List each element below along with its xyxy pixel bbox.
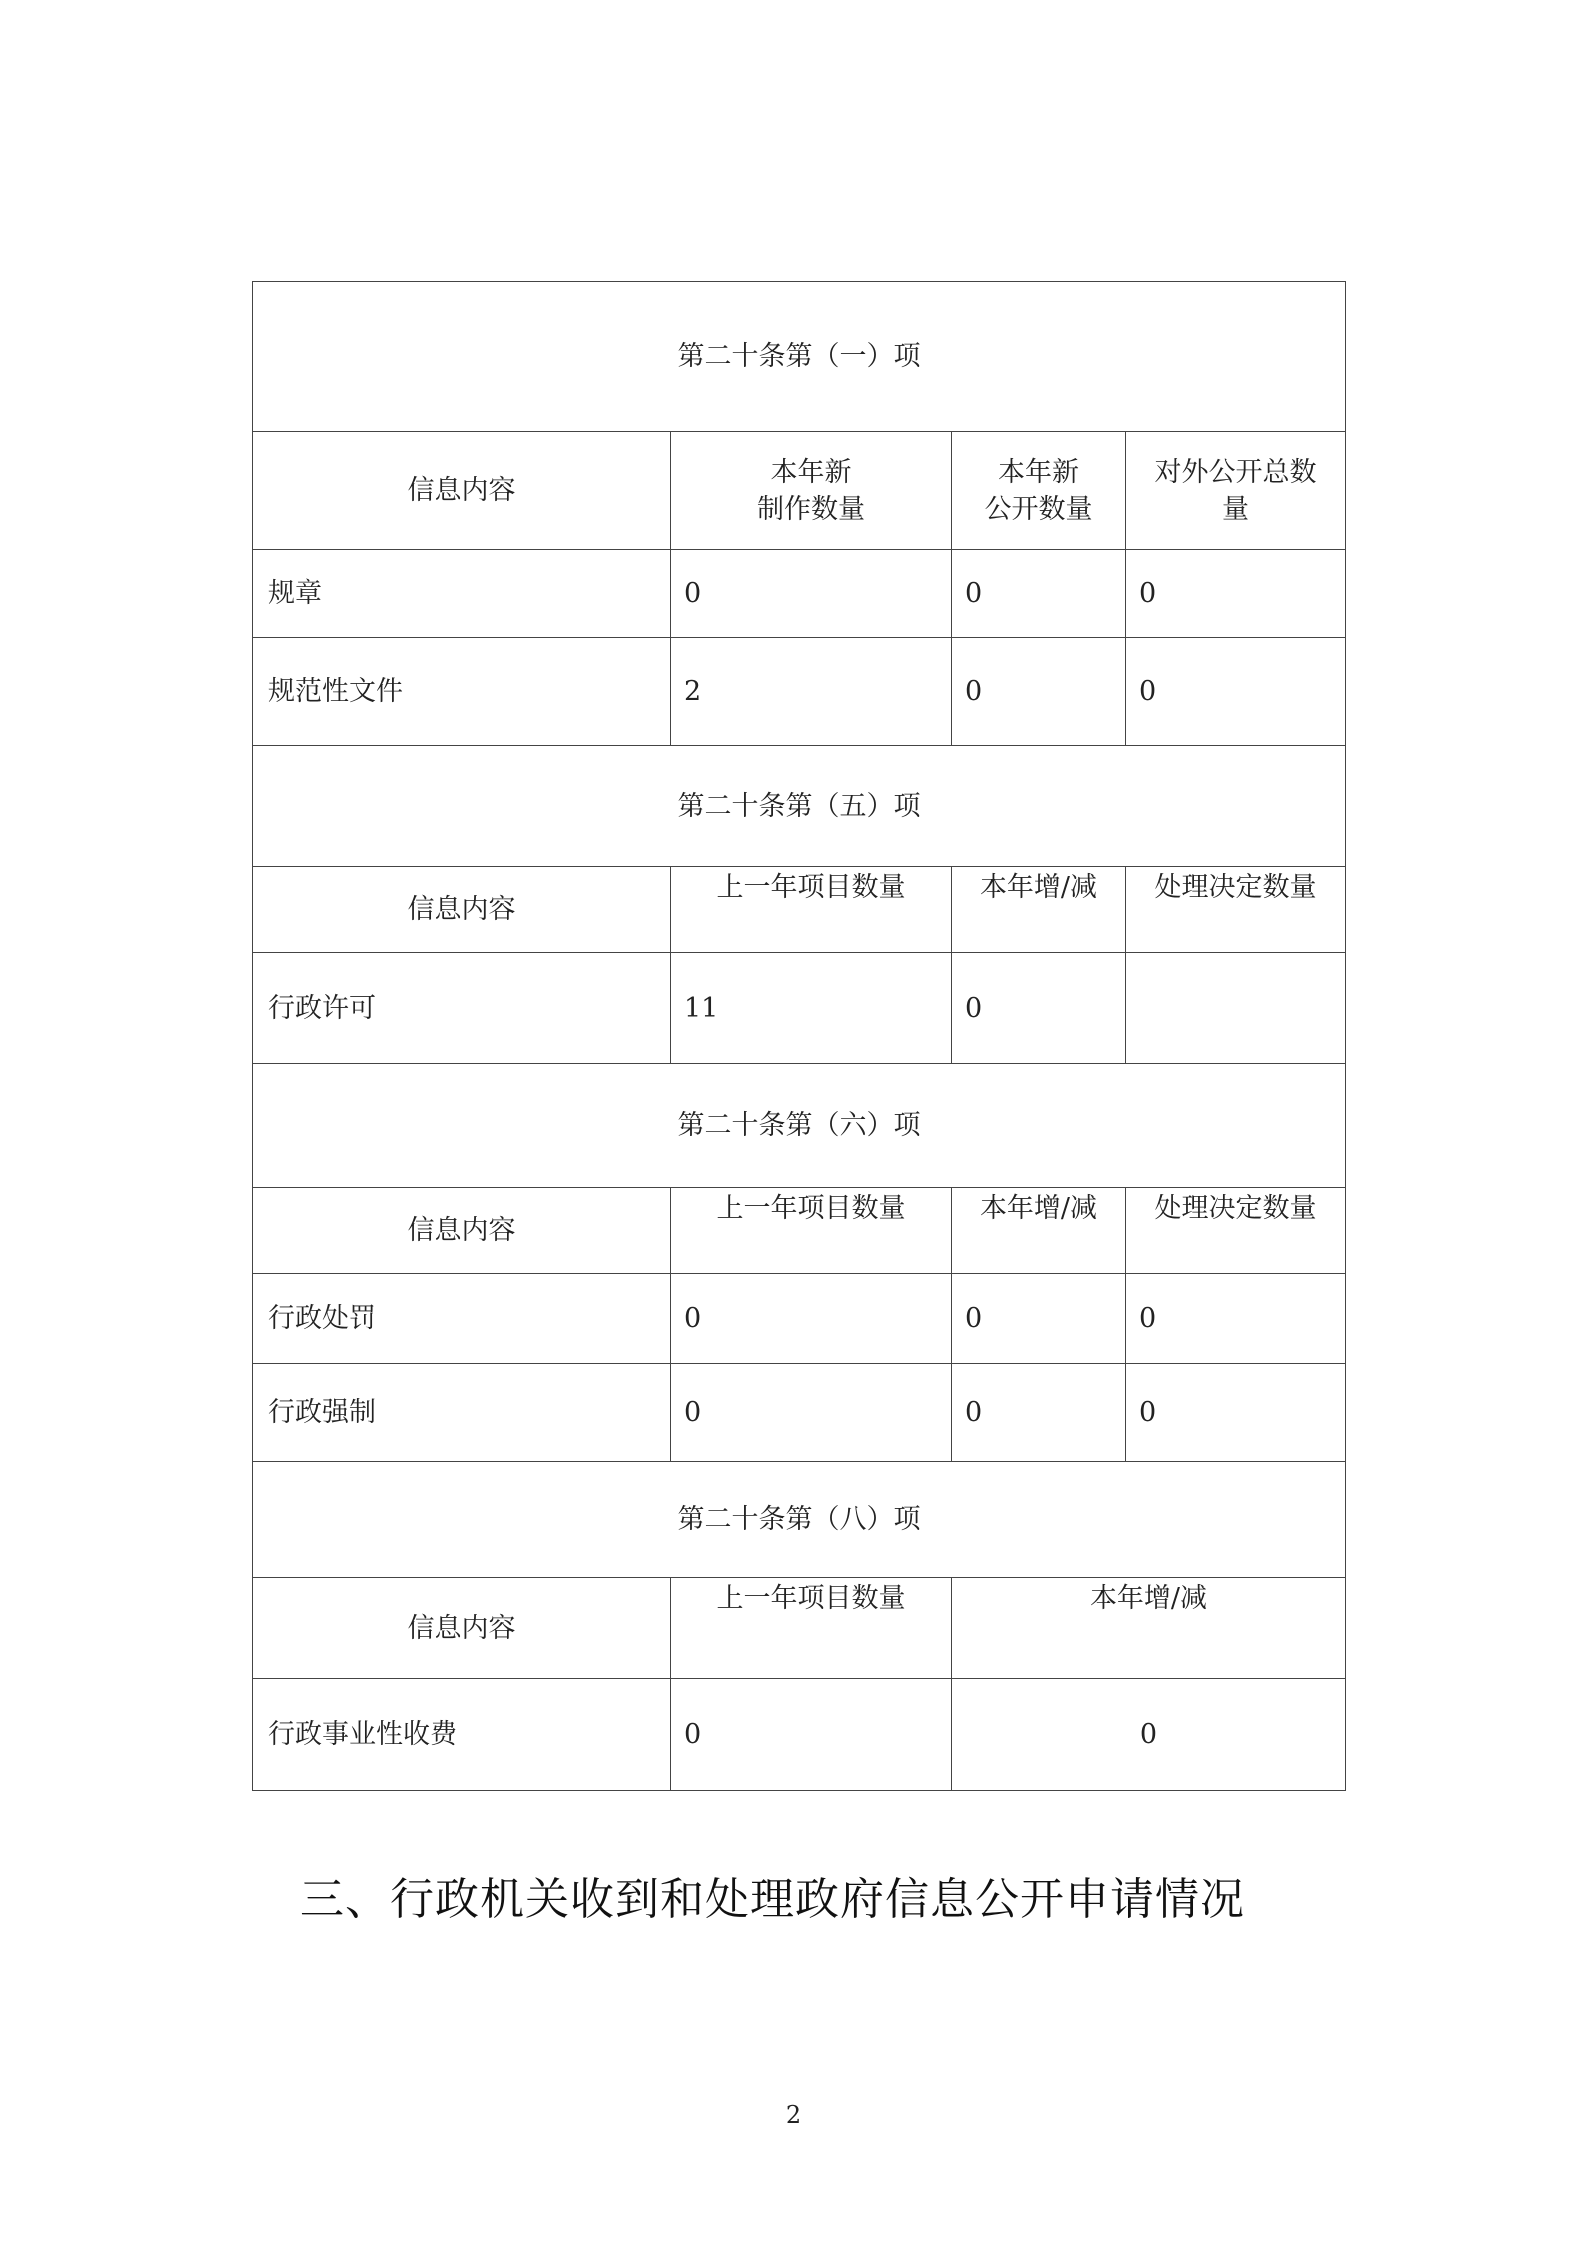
header-cell-total-public: 对外公开总数 量: [1126, 432, 1346, 550]
header-row: [253, 432, 1346, 550]
cell-value: 0: [1126, 550, 1346, 638]
section-title: 第二十条第（六）项: [253, 1064, 1346, 1188]
cell-value: [1126, 953, 1346, 1064]
header-cell-last-year: 上一年项目数量: [671, 867, 952, 953]
section-title-row: [253, 282, 1346, 432]
section-title: 第二十条第（八）项: [253, 1462, 1346, 1578]
header-cell-change: 本年增/减: [952, 1578, 1346, 1679]
row-name: 行政处罚: [253, 1274, 671, 1364]
header-cell-last-year: 上一年项目数量: [671, 1578, 952, 1679]
section-title-row: [253, 1064, 1346, 1188]
table-row: [253, 1364, 1346, 1462]
cell-value: 2: [671, 638, 952, 746]
header-row: [253, 867, 1346, 953]
header-row: [253, 1188, 1346, 1274]
cell-value: 0: [1126, 638, 1346, 746]
table-row: [253, 953, 1346, 1064]
header-cell-info: 信息内容: [253, 432, 671, 550]
header-cell-info: 信息内容: [253, 867, 671, 953]
header-cell-decisions: 处理决定数量: [1126, 1188, 1346, 1274]
row-name: 行政事业性收费: [253, 1679, 671, 1791]
cell-value: 0: [952, 638, 1126, 746]
cell-value: 0: [952, 1274, 1126, 1364]
cell-value: 0: [952, 1364, 1126, 1462]
header-row: [253, 1578, 1346, 1679]
section-title-row: [253, 746, 1346, 867]
cell-value: 0: [1126, 1364, 1346, 1462]
table-row: [253, 638, 1346, 746]
cell-value: 0: [671, 1364, 952, 1462]
section-title: 第二十条第（五）项: [253, 746, 1346, 867]
row-name: 规章: [253, 550, 671, 638]
row-name: 规范性文件: [253, 638, 671, 746]
header-cell-info: 信息内容: [253, 1188, 671, 1274]
cell-value: 0: [671, 1679, 952, 1791]
table-row: [253, 1679, 1346, 1791]
page-number: 2: [785, 2101, 802, 2129]
government-info-table: [252, 281, 1346, 1791]
table-row: [253, 1274, 1346, 1364]
header-cell-change: 本年增/减: [952, 1188, 1126, 1274]
cell-value: 0: [952, 953, 1126, 1064]
cell-value: 0: [1126, 1274, 1346, 1364]
header-cell-decisions: 处理决定数量: [1126, 867, 1346, 953]
cell-value: 0: [671, 550, 952, 638]
header-cell-info: 信息内容: [253, 1578, 671, 1679]
header-cell-new-public: 本年新 公开数量: [952, 432, 1126, 550]
cell-value: 11: [671, 953, 952, 1064]
section-title: 第二十条第（一）项: [253, 282, 1346, 432]
header-cell-last-year: 上一年项目数量: [671, 1188, 952, 1274]
table-row: [253, 550, 1346, 638]
cell-value: 0: [671, 1274, 952, 1364]
cell-value: 0: [952, 550, 1126, 638]
header-cell-new-made: 本年新 制作数量: [671, 432, 952, 550]
cell-value: 0: [952, 1679, 1346, 1791]
section-heading: 三、行政机关收到和处理政府信息公开申请情况: [300, 1874, 1245, 1925]
row-name: 行政许可: [253, 953, 671, 1064]
header-cell-change: 本年增/减: [952, 867, 1126, 953]
section-title-row: [253, 1462, 1346, 1578]
row-name: 行政强制: [253, 1364, 671, 1462]
